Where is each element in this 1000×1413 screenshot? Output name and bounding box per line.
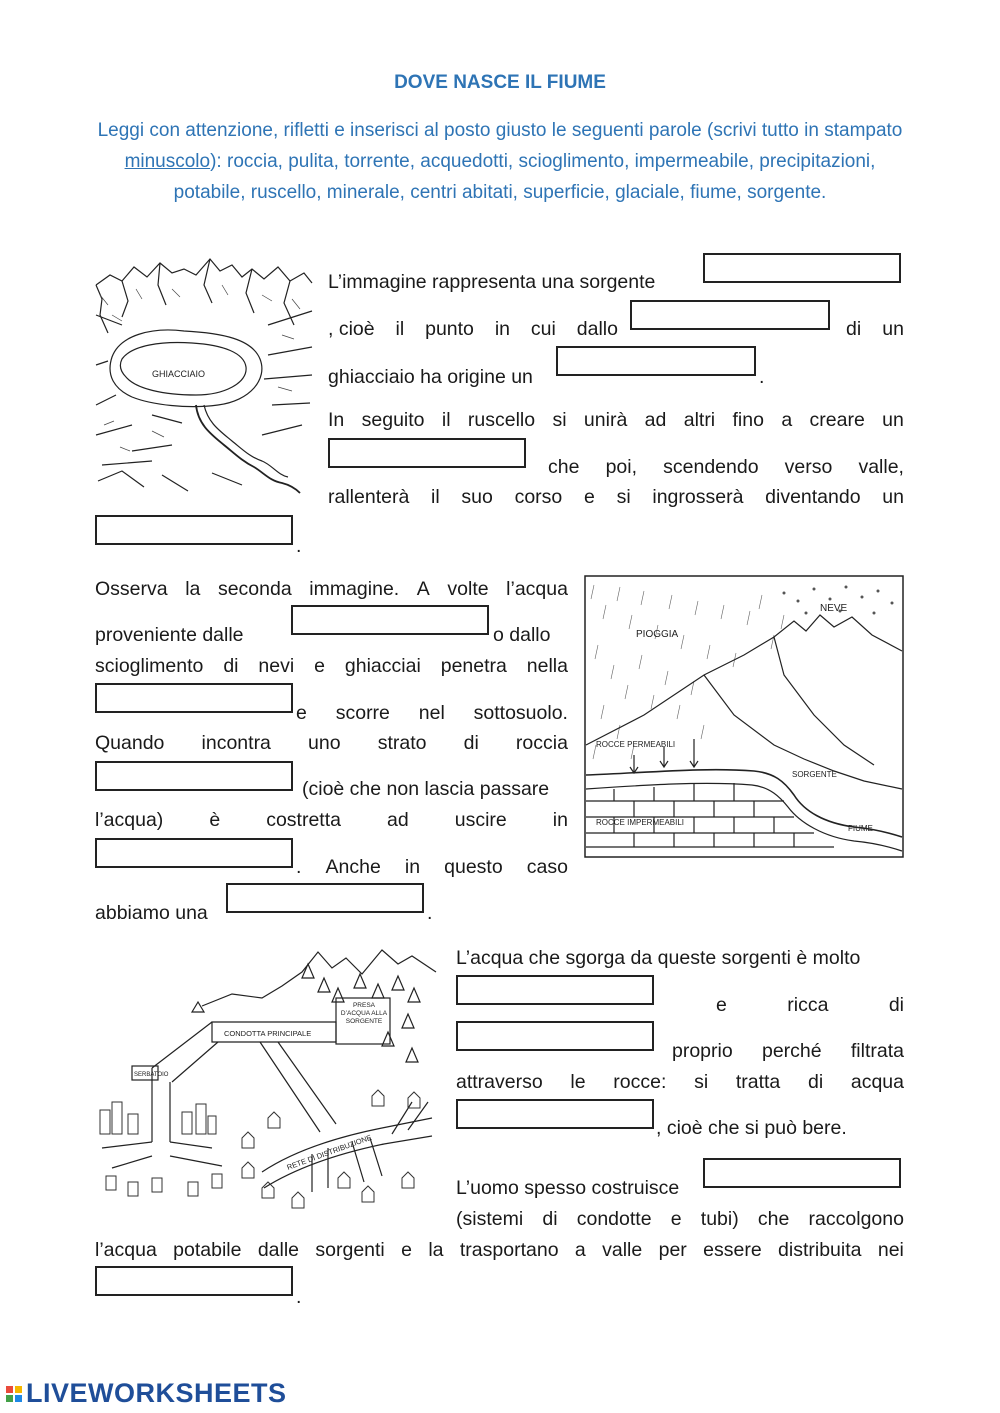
answer-box-15[interactable] — [95, 1266, 293, 1296]
answer-box-7[interactable] — [95, 683, 293, 713]
answer-box-5[interactable] — [95, 515, 293, 545]
s3-line6: L’uomo spesso costruisce — [456, 1177, 680, 1199]
answer-box-10[interactable] — [226, 883, 424, 913]
label-tank: SERBATOIO — [134, 1072, 169, 1078]
s1-line3: ghiacciaio ha origine un — [328, 366, 533, 388]
s1-line3-end: . — [759, 366, 765, 388]
s1-line1: L’immagine rappresenta una sorgente — [328, 271, 656, 293]
answer-box-3[interactable] — [556, 346, 756, 376]
label-river: FIUME — [848, 824, 873, 833]
answer-box-11[interactable] — [456, 975, 654, 1005]
s1-line2b: di un — [846, 318, 904, 340]
glacier-label: GHIACCIAIO — [152, 369, 206, 379]
answer-box-8[interactable] — [95, 761, 293, 791]
s3-line5: , cioè che si può bere. — [656, 1117, 847, 1139]
instructions: Leggi con attenzione, rifletti e inserisci al posto giusto le seguenti parole (scrivi tutto in stampato minuscolo): roccia, pulita, torrente, acquedotti, scioglimento, impermeabile, precipitazioni, potabile, ruscello, minerale, centri abitati, superficie, glaciale, fiume, sorgente. — [97, 120, 903, 203]
s2-line8: . Anche in questo caso — [296, 856, 568, 878]
s2-line1: Osserva la seconda immagine. A volte l’acqua — [95, 578, 568, 600]
label-snow: NEVE — [820, 603, 848, 614]
aquifer-illustration — [584, 575, 904, 858]
s3-line2: e ricca di — [716, 994, 904, 1016]
label-rain: PIOGGIA — [636, 629, 679, 640]
worksheet-title: DOVE NASCE IL FIUME — [394, 72, 606, 93]
logo-text: LIVEWORKSHEETS — [26, 1378, 287, 1408]
s2-line9-end: . — [427, 902, 433, 924]
s3-line1: L’acqua che sgorga da queste sorgenti è molto — [456, 947, 861, 969]
logo-mark-icon — [6, 1386, 22, 1402]
s1-line4: In seguito il ruscello si unirà ad altri fino a creare un — [328, 409, 904, 431]
label-spring: SORGENTE — [792, 770, 837, 779]
label-permeable: ROCCE PERMEABILI — [596, 740, 676, 749]
s2-line7: l’acqua) è costretta ad uscire in — [95, 809, 568, 831]
s3-line9-end: . — [296, 1286, 302, 1308]
s2-line9: abbiamo una — [95, 902, 208, 924]
s2-line5: Quando incontra uno strato di roccia — [95, 732, 568, 754]
s3-line8: l’acqua potabile dalle sorgenti e la trasportano a valle per essere distribuita nei — [95, 1239, 904, 1261]
s3-line3: proprio perché filtrata — [672, 1040, 904, 1062]
s2-line2a: proveniente dalle — [95, 624, 244, 646]
s3-line7: (sistemi di condotte e tubi) che raccolgono — [456, 1208, 904, 1230]
answer-box-6[interactable] — [291, 605, 489, 635]
label-network: RETE DI DISTRIBUZIONE — [285, 1132, 373, 1172]
s2-line2b: o dallo — [493, 624, 551, 646]
s2-line4: e scorre nel sottosuolo. — [296, 702, 568, 724]
glacier-illustration — [92, 255, 314, 495]
answer-box-13[interactable] — [456, 1099, 654, 1129]
answer-box-14[interactable] — [703, 1158, 901, 1188]
liveworksheets-logo — [6, 1378, 287, 1409]
s1-line5: che poi, scendendo verso valle, — [548, 456, 904, 478]
label-main-pipe: CONDOTTA PRINCIPALE — [224, 1029, 312, 1038]
answer-box-2[interactable] — [630, 300, 830, 330]
label-intake: PRESA D’ACQUA ALLA SORGENTE — [340, 1002, 388, 1025]
answer-box-9[interactable] — [95, 838, 293, 868]
answer-box-12[interactable] — [456, 1021, 654, 1051]
s3-line4: attraverso le rocce: si tratta di acqua — [456, 1071, 904, 1093]
s2-line6: (cioè che non lascia passare — [302, 778, 550, 800]
answer-box-4[interactable] — [328, 438, 526, 468]
s2-line3: scioglimento di nevi e ghiacciai penetra nella — [95, 655, 568, 677]
s1-line6: rallenterà il suo corso e si ingrosserà diventando un — [328, 486, 904, 508]
s1-line7-end: . — [296, 535, 302, 557]
s1-line2: , cioè il punto in cui dallo — [328, 318, 618, 340]
answer-box-1[interactable] — [703, 253, 901, 283]
aqueduct-illustration — [92, 942, 437, 1220]
label-impermeable: ROCCE IMPERMEABILI — [596, 818, 685, 827]
